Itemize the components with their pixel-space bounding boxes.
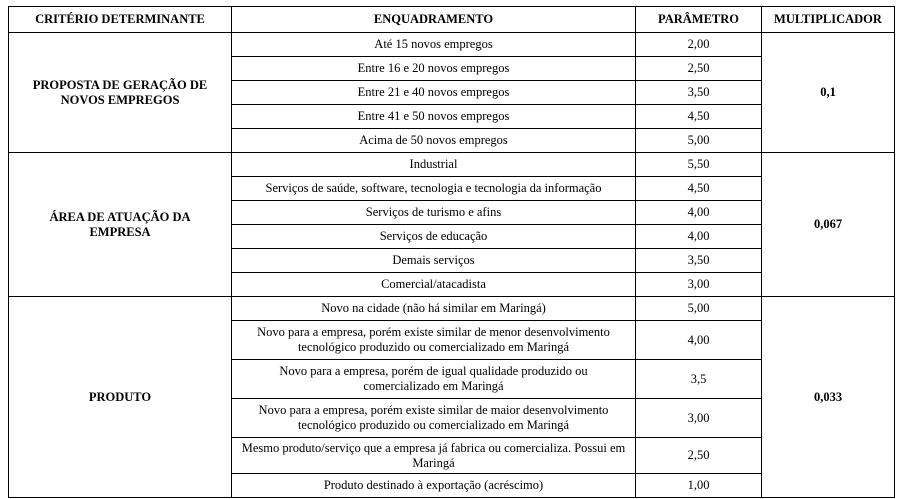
table-row: [9, 33, 895, 57]
enquadramento-cell: Novo para a empresa, porém de igual qualidade produzido ou comercializado em Maringá: [232, 360, 636, 399]
enquadramento-cell: Até 15 novos empregos: [232, 33, 636, 57]
multiplicador-cell: 0,067: [762, 153, 895, 297]
enquadramento-cell: Serviços de educação: [232, 225, 636, 249]
parametro-cell: 3,50: [636, 81, 762, 105]
criterio-cell: PROPOSTA DE GERAÇÃO DE NOVOS EMPREGOS: [9, 33, 232, 153]
criterio-cell: PRODUTO: [9, 297, 232, 498]
header-criterio: CRITÉRIO DETERMINANTE: [9, 7, 232, 33]
enquadramento-cell: Acima de 50 novos empregos: [232, 129, 636, 153]
parametro-cell: 5,00: [636, 129, 762, 153]
enquadramento-cell: Mesmo produto/serviço que a empresa já fabrica ou comercializa. Possui em Maringá: [232, 438, 636, 474]
multiplicador-cell: 0,1: [762, 33, 895, 153]
enquadramento-cell: Comercial/atacadista: [232, 273, 636, 297]
parametro-cell: 4,00: [636, 201, 762, 225]
enquadramento-cell: Novo para a empresa, porém existe similar de menor desenvolvimento tecnológico produzido ou comercializado em Maringá: [232, 321, 636, 360]
parametro-cell: 3,50: [636, 249, 762, 273]
parametro-cell: 4,00: [636, 225, 762, 249]
header-row: [9, 7, 895, 33]
table-row: [9, 153, 895, 177]
enquadramento-cell: Produto destinado à exportação (acréscimo): [232, 474, 636, 498]
header-parametro: PARÂMETRO: [636, 7, 762, 33]
parametro-cell: 4,00: [636, 321, 762, 360]
parametro-cell: 4,50: [636, 177, 762, 201]
enquadramento-cell: Entre 16 e 20 novos empregos: [232, 57, 636, 81]
parametro-cell: 2,00: [636, 33, 762, 57]
enquadramento-cell: Entre 41 e 50 novos empregos: [232, 105, 636, 129]
header-multiplicador: MULTIPLICADOR: [762, 7, 895, 33]
enquadramento-cell: Serviços de saúde, software, tecnologia e tecnologia da informação: [232, 177, 636, 201]
parametro-cell: 3,5: [636, 360, 762, 399]
enquadramento-cell: Novo para a empresa, porém existe similar de maior desenvolvimento tecnológico produzido ou comercializado em Maringá: [232, 399, 636, 438]
parametro-cell: 1,00: [636, 474, 762, 498]
enquadramento-cell: Industrial: [232, 153, 636, 177]
multiplicador-cell: 0,033: [762, 297, 895, 498]
parametro-cell: 5,00: [636, 297, 762, 321]
criteria-table: [8, 6, 895, 498]
parametro-cell: 3,00: [636, 273, 762, 297]
enquadramento-cell: Serviços de turismo e afins: [232, 201, 636, 225]
parametro-cell: 2,50: [636, 438, 762, 474]
criterio-cell: ÁREA DE ATUAÇÃO DA EMPRESA: [9, 153, 232, 297]
parametro-cell: 2,50: [636, 57, 762, 81]
enquadramento-cell: Novo na cidade (não há similar em Maringá): [232, 297, 636, 321]
header-enquadramento: ENQUADRAMENTO: [232, 7, 636, 33]
parametro-cell: 4,50: [636, 105, 762, 129]
parametro-cell: 5,50: [636, 153, 762, 177]
table-row: [9, 297, 895, 321]
parametro-cell: 3,00: [636, 399, 762, 438]
enquadramento-cell: Entre 21 e 40 novos empregos: [232, 81, 636, 105]
enquadramento-cell: Demais serviços: [232, 249, 636, 273]
